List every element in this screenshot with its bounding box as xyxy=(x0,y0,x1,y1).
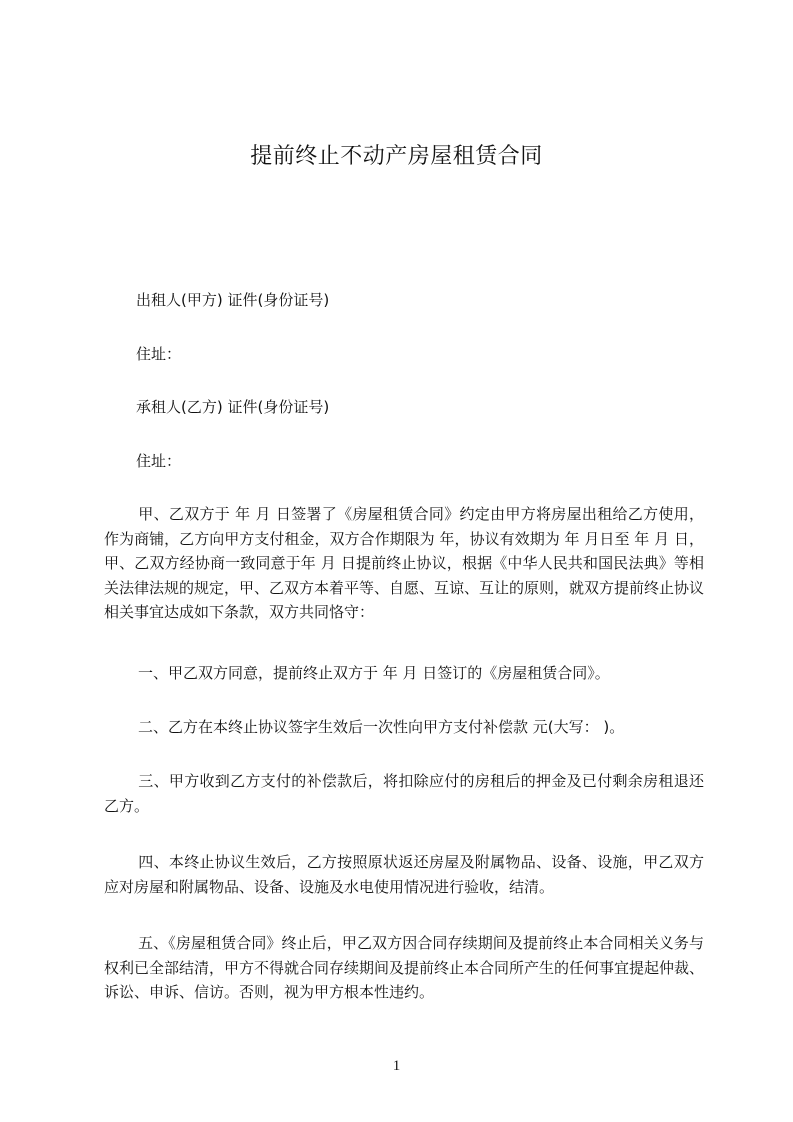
clause-1 xyxy=(104,661,704,686)
lessor-address: 住址： xyxy=(136,345,182,363)
preamble-text: 甲、乙双方于 年 月 日签署了《房屋租赁合同》约定由甲方将房屋出租给乙方使用，作为商铺，乙方向甲方支付租金，双方合作期限为 年，协议有效期为 年 月日至 年 月 日，甲、乙双方经协商一致同意于年 月 日提前终止协议，根据《中华人民共和国民法典》等相关法律法规的规定，甲、乙双方本着平等、自愿、互谅、互让的原则，就双方提前终止协议相关事宜达成如下条款，双方共同恪守： xyxy=(104,505,705,621)
clause-4 xyxy=(104,850,704,899)
lessee-address: 住址： xyxy=(136,452,182,470)
clause-3-text: 三、甲方收到乙方支付的补偿款后，将扣除应付的房租后的押金及已付剩余房租退还乙方。 xyxy=(104,772,704,815)
lessee-line: 承租人(乙方) 证件(身份证号) xyxy=(136,398,330,416)
clause-3 xyxy=(104,769,704,818)
lessor-line: 出租人(甲方) 证件(身份证号) xyxy=(136,291,330,309)
preamble-paragraph xyxy=(104,502,704,625)
page-number: 1 xyxy=(392,1058,401,1074)
clause-1-text: 一、甲乙双方同意，提前终止双方于 年 月 日签订的《房屋租赁合同》。 xyxy=(138,664,610,682)
document-title: 提前终止不动产房屋租赁合同 xyxy=(250,144,543,169)
clause-2-text: 二、乙方在本终止协议签字生效后一次性向甲方支付补偿款 元(大写： )。 xyxy=(138,718,625,736)
clause-4-text: 四、本终止协议生效后，乙方按照原状返还房屋及附属物品、设备、设施，甲乙双方应对房屋和附属物品、设备、设施及水电使用情况进行验收，结清。 xyxy=(104,853,704,896)
clause-2 xyxy=(104,715,704,740)
clause-5-text: 五、《房屋租赁合同》终止后，甲乙双方因合同存续期间及提前终止本合同相关义务与权利已全部结清，甲方不得就合同存续期间及提前终止本合同所产生的任何事宜提起仲裁、诉讼、申诉、信访。否则，视为甲方根本性违约。 xyxy=(104,934,705,1001)
clause-5 xyxy=(104,931,704,1005)
